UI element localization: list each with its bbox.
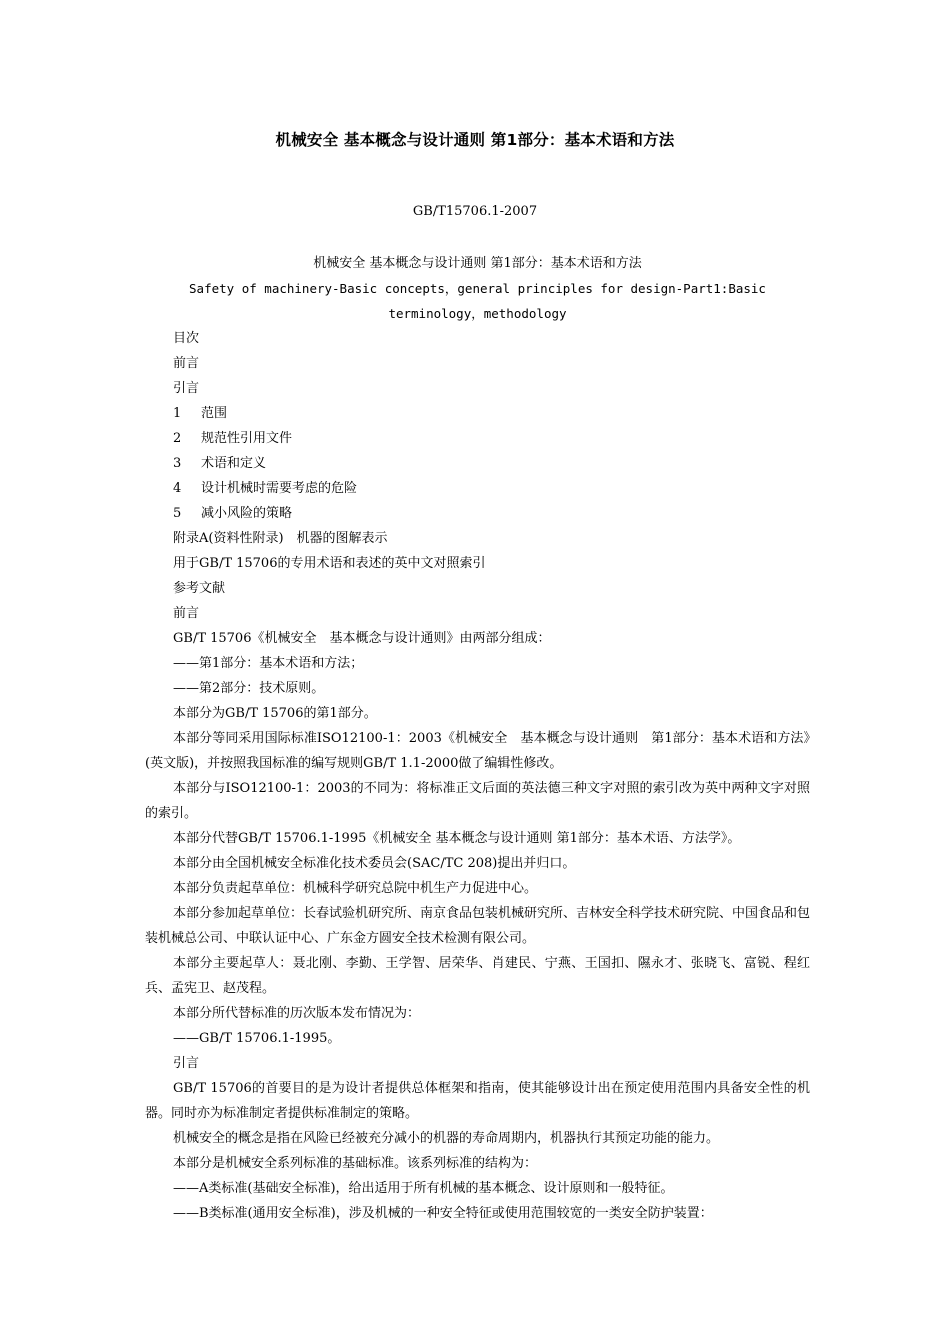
foreword-paragraph: 本部分参加起草单位：长春试验机研究所、南京食品包装机械研究所、吉林安全科学技术研究院、中国食品和包装机械总公司、中联认证中心、广东金方圆安全技术检测有限公司。: [145, 906, 811, 946]
foreword-paragraph: 本部分由全国机械安全标准化技术委员会(SAC/TC 208)提出并归口。: [173, 856, 576, 871]
subtitle-en-line2: terminology，methodology: [388, 306, 567, 321]
toc-item: 2 规范性引用文件: [173, 431, 293, 446]
toc-item: 前言: [173, 356, 200, 371]
toc-item: 4 设计机械时需要考虑的危险: [173, 481, 358, 496]
foreword-paragraph: 本部分与ISO12100-1：2003的不同为：将标准正文后面的英法德三种文字对照的索引改为英中两种文字对照的索引。: [145, 781, 810, 821]
introduction-heading: 引言: [173, 1056, 200, 1071]
foreword-paragraph: 本部分所代替标准的历次版本发布情况为：: [173, 1006, 421, 1021]
introduction-paragraph: 机械安全的概念是指在风险已经被充分减小的机器的寿命周期内，机器执行其预定功能的能力。: [173, 1131, 720, 1146]
foreword-paragraph: 本部分主要起草人：聂北刚、李勤、王学智、居荣华、肖建民、宁燕、王国扣、隰永才、张晓飞、富锐、程红兵、孟宪卫、赵茂程。: [145, 956, 810, 996]
foreword-paragraph: 本部分等同采用国际标准ISO12100-1：2003《机械安全 基本概念与设计通则 第1部分：基本术语和方法》(英文版)，并按照我国标准的编写规则GB/T 1.1-2000做了编辑性修改。: [145, 731, 810, 771]
toc-heading: 目次: [173, 331, 200, 346]
toc-item: 3 术语和定义: [173, 456, 267, 471]
toc-item: 附录A(资料性附录) 机器的图解表示: [173, 531, 388, 546]
foreword-line: GB/T 15706《机械安全 基本概念与设计通则》由两部分组成：: [173, 631, 551, 646]
standard-number: GB/T15706.1-2007: [412, 204, 538, 219]
foreword-line: ——第1部分：基本术语和方法；: [173, 656, 364, 671]
toc-item: 1 范围: [173, 406, 228, 421]
subtitle-cn: 机械安全 基本概念与设计通则 第1部分：基本术语和方法: [313, 256, 642, 271]
document-body: [145, 251, 810, 1226]
foreword-paragraph: ——GB/T 15706.1-1995。: [173, 1031, 341, 1046]
toc-item: 参考文献: [173, 581, 226, 596]
toc-item: 5 减小风险的策略: [173, 506, 293, 521]
introduction-paragraph: GB/T 15706的首要目的是为设计者提供总体框架和指南，使其能够设计出在预定使用范围内具备安全性的机器。同时亦为标准制定者提供标准制定的策略。: [145, 1081, 810, 1121]
toc-item: 引言: [173, 381, 200, 396]
foreword-paragraph: 本部分负责起草单位：机械科学研究总院中机生产力促进中心。: [173, 881, 538, 896]
subtitle-en-line1: Safety of machinery-Basic concepts，general principles for design-Part1:Basic: [189, 281, 766, 296]
introduction-paragraph: 本部分是机械安全系列标准的基础标准。该系列标准的结构为：: [173, 1156, 538, 1171]
foreword-paragraph: 本部分代替GB/T 15706.1-1995《机械安全 基本概念与设计通则 第1部分：基本术语、方法学》。: [173, 831, 741, 846]
foreword-heading: 前言: [173, 606, 200, 621]
document-title: 机械安全 基本概念与设计通则 第1部分：基本术语和方法: [275, 131, 675, 149]
toc-item: 用于GB/T 15706的专用术语和表述的英中文对照索引: [173, 556, 486, 571]
introduction-paragraph: ——B类标准(通用安全标准)，涉及机械的一种安全特征或使用范围较宽的一类安全防护装置：: [173, 1206, 713, 1221]
foreword-line: ——第2部分：技术原则。: [173, 681, 325, 696]
introduction-paragraph: ——A类标准(基础安全标准)，给出适用于所有机械的基本概念、设计原则和一般特征。: [173, 1181, 674, 1196]
foreword-line: 本部分为GB/T 15706的第1部分。: [173, 706, 377, 721]
